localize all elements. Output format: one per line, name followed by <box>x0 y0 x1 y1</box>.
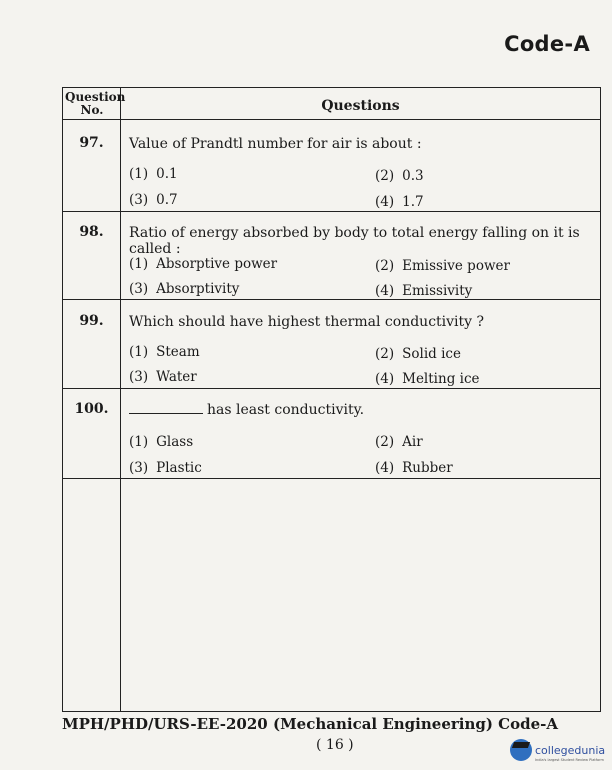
question-text <box>129 402 594 418</box>
option-number: (3) <box>129 192 149 208</box>
row-divider <box>63 119 600 120</box>
option-text: 0.3 <box>402 168 424 184</box>
option <box>129 166 178 182</box>
option-number: (1) <box>129 256 149 272</box>
option-text: Air <box>402 434 423 450</box>
option-number: (2) <box>375 168 395 184</box>
watermark-logo <box>510 737 605 763</box>
option <box>129 256 277 272</box>
option-text: 0.1 <box>156 166 178 182</box>
option <box>375 258 510 274</box>
option-text: Plastic <box>156 460 202 476</box>
option-text: 0.7 <box>156 192 178 208</box>
row-divider <box>63 388 600 389</box>
question-number: 98. <box>79 224 104 240</box>
option-number: (4) <box>375 371 395 387</box>
question-text: Ratio of energy absorbed by body to total energy falling on it is called : <box>129 225 580 257</box>
option <box>129 281 239 297</box>
option-text: Glass <box>156 434 194 450</box>
column-header-question-no: Question No. <box>65 90 126 117</box>
option-number: (1) <box>129 344 149 360</box>
question-number: 100. <box>74 401 109 417</box>
option-text: Emissive power <box>402 258 510 274</box>
option <box>129 192 178 208</box>
option-text: Steam <box>156 344 200 360</box>
option-number: (4) <box>375 283 395 299</box>
question-text-content: has least conductivity. <box>207 402 365 418</box>
option <box>375 346 461 362</box>
option-text: 1.7 <box>402 194 424 210</box>
column-divider <box>120 88 121 711</box>
option-number: (1) <box>129 166 149 182</box>
option-number: (2) <box>375 346 395 362</box>
option-text: Emissivity <box>402 283 473 299</box>
option <box>375 460 453 476</box>
question-number: 97. <box>79 135 104 151</box>
option-number: (2) <box>375 434 395 450</box>
page-number: ( 16 ) <box>316 737 354 753</box>
question-table <box>62 87 601 712</box>
option <box>375 434 423 450</box>
option <box>375 194 424 210</box>
option-text: Absorptive power <box>156 256 278 272</box>
option-number: (3) <box>129 369 149 385</box>
question-text: Value of Prandtl number for air is about : <box>129 136 422 152</box>
option-number: (2) <box>375 258 395 274</box>
option-number: (4) <box>375 194 395 210</box>
option-text: Absorptivity <box>156 281 240 297</box>
answer-blank <box>129 413 203 414</box>
option-text: Solid ice <box>402 346 461 362</box>
option <box>129 434 193 450</box>
exam-footer: MPH/PHD/URS-EE-2020 (Mechanical Engineering) Code-A <box>62 715 559 733</box>
option-number: (3) <box>129 281 149 297</box>
option <box>129 369 197 385</box>
option-number: (4) <box>375 460 395 476</box>
option-text: Melting ice <box>402 371 480 387</box>
graduation-cap-icon <box>510 739 532 761</box>
row-divider <box>63 211 600 212</box>
question-text: Which should have highest thermal conductivity ? <box>129 314 485 330</box>
option <box>129 344 200 360</box>
option-number: (1) <box>129 434 149 450</box>
option <box>375 283 472 299</box>
row-divider <box>63 478 600 479</box>
brand-name: collegedunia <box>535 743 606 757</box>
option <box>375 168 424 184</box>
option-text: Rubber <box>402 460 453 476</box>
option <box>129 460 202 476</box>
row-divider <box>63 299 600 300</box>
option-text: Water <box>156 369 197 385</box>
column-header-questions: Questions <box>321 98 400 114</box>
watermark-text <box>535 739 605 762</box>
option-number: (3) <box>129 460 149 476</box>
question-number: 99. <box>79 313 104 329</box>
option <box>375 371 480 387</box>
brand-tagline: India's largest Student Review Platform <box>535 757 604 762</box>
code-label: Code-A <box>504 32 590 56</box>
